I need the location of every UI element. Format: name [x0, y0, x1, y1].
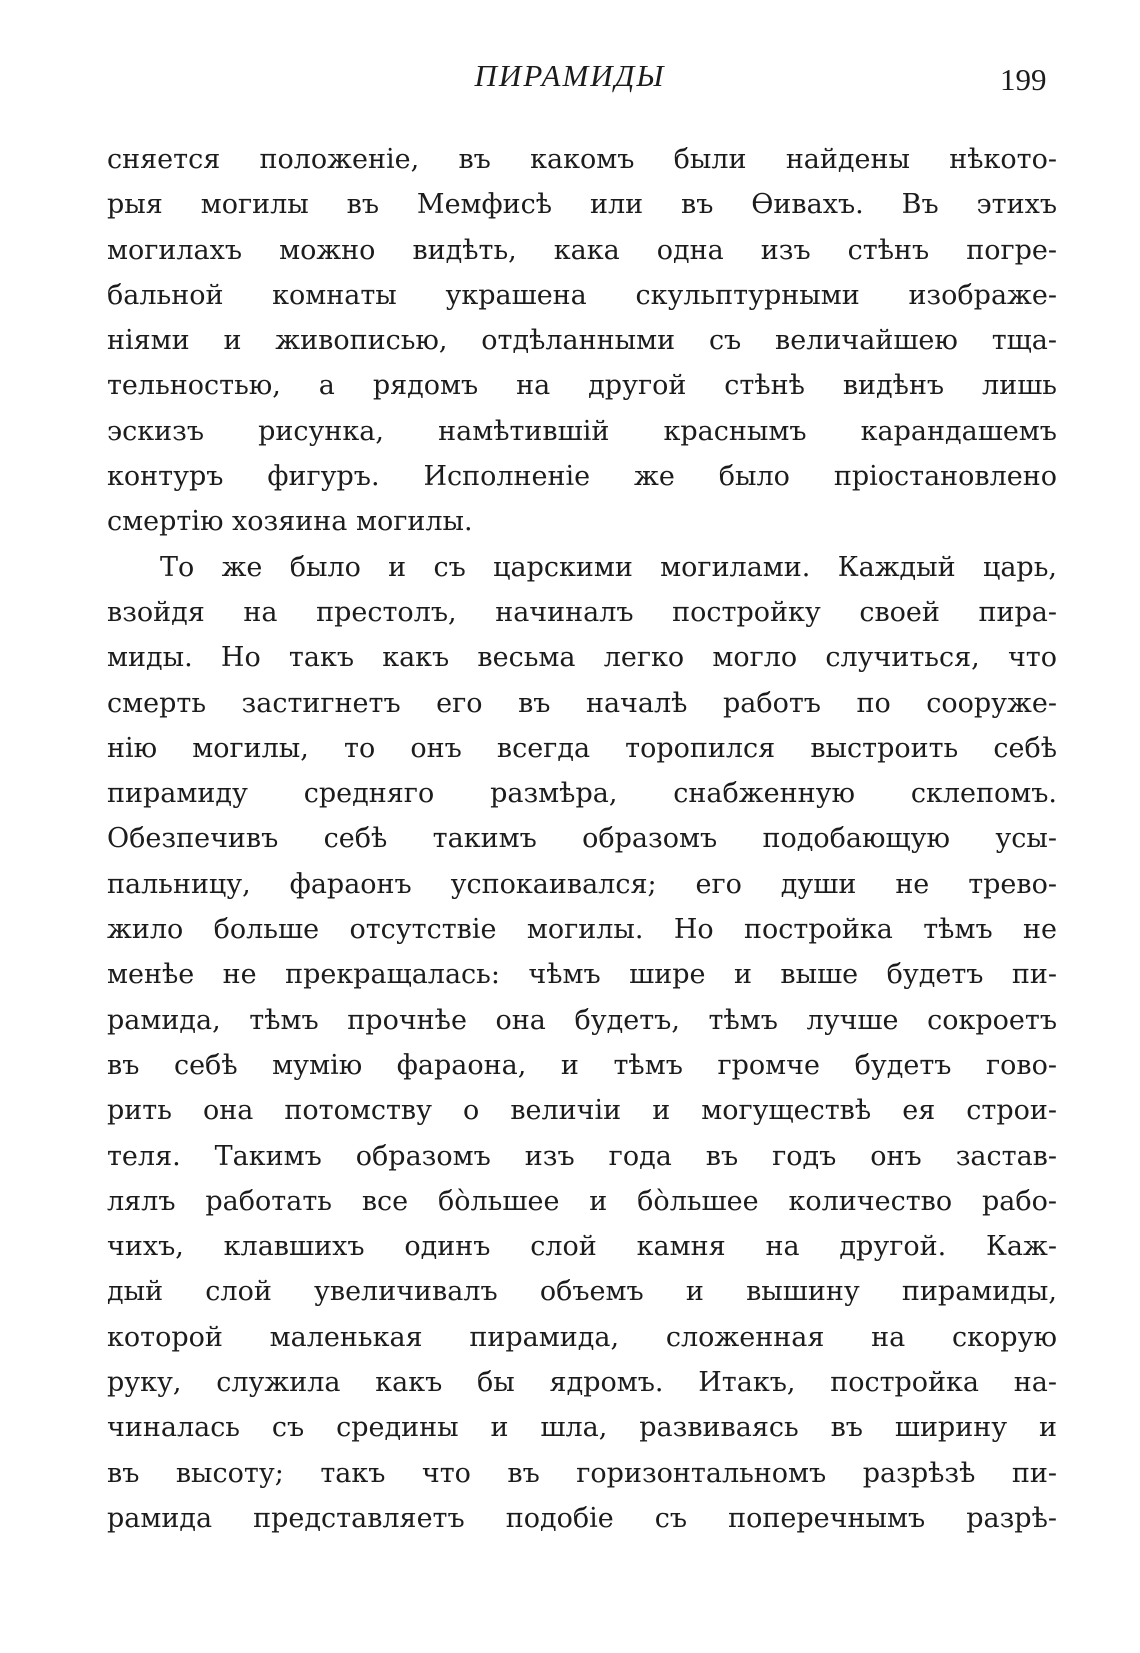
text-line: бальной комнаты украшена скульптурными изображе- [107, 279, 1057, 311]
text-line: жило больше отсутствіе могилы. Но постройка тѣмъ не [107, 914, 1057, 946]
paragraph [107, 545, 1057, 1542]
text-line: эскизъ рисунка, намѣтившій краснымъ карандашемъ [107, 415, 1057, 447]
text-line: То же было и съ царскими могилами. Каждый царь, [160, 551, 1057, 583]
text-line: Обезпечивъ себѣ такимъ образомъ подобающую усы- [107, 823, 1057, 855]
text-line: миды. Но такъ какъ весьма легко могло случиться, что [107, 642, 1057, 674]
text-line: рамида, тѣмъ прочнѣе она будетъ, тѣмъ лучше сокроетъ [107, 1004, 1057, 1036]
text-line: руку, служила какъ бы ядромъ. Итакъ, постройка на- [107, 1367, 1057, 1399]
page-number: 199 [1000, 62, 1047, 97]
text-line: дый слой увеличивалъ объемъ и вышину пирамиды, [107, 1276, 1057, 1308]
text-line: смертію хозяина могилы. [107, 506, 473, 538]
text-line: чихъ, клавшихъ одинъ слой камня на другой. Каж- [107, 1231, 1057, 1263]
text-line: сняется положеніе, въ какомъ были найдены нѣкото- [107, 144, 1057, 175]
text-line: контуръ фигуръ. Исполненіе же было пріостановлено [107, 461, 1057, 493]
text-line: которой маленькая пирамида, сложенная на скорую [107, 1321, 1057, 1353]
text-line: взойдя на престолъ, начиналъ постройку своей пира- [107, 596, 1057, 628]
running-title: ПИРАМИДЫ [474, 58, 666, 93]
text-line: рить она потомству о величіи и могуществѣ ея строи- [107, 1095, 1057, 1127]
text-line: ніями и живописью, отдѣланными съ величайшею тща- [107, 325, 1057, 357]
paragraph [107, 137, 1057, 545]
text-line: пальницу, фараонъ успокаивался; его души не трево- [107, 868, 1057, 900]
text-line: чиналась съ средины и шла, развиваясь въ ширину и [107, 1412, 1057, 1444]
text-line: лялъ работать все бо̀льшее и бо̀льшее количество рабо- [107, 1185, 1057, 1217]
text-line: рыя могилы въ Мемфисѣ или въ Ѳивахъ. Въ этихъ [107, 189, 1057, 221]
text-line: въ себѣ мумію фараона, и тѣмъ громче будетъ гово- [107, 1049, 1057, 1081]
text-line: теля. Такимъ образомъ изъ года въ годъ онъ застав- [107, 1140, 1057, 1172]
text-line: могилахъ можно видѣть, кака одна изъ стѣнъ погре- [107, 234, 1057, 266]
text-line: менѣе не прекращалась: чѣмъ шире и выше будетъ пи- [107, 959, 1057, 991]
text-line: пирамиду средняго размѣра, снабженную склепомъ. [107, 778, 1057, 810]
body-text [107, 137, 1057, 1541]
text-line: тельностью, а рядомъ на другой стѣнѣ видѣнъ лишь [107, 370, 1057, 402]
text-line: смерть застигнетъ его въ началѣ работъ по сооруже- [107, 687, 1057, 719]
text-line: въ высоту; такъ что въ горизонтальномъ разрѣзѣ пи- [107, 1457, 1057, 1489]
text-line: нію могилы, то онъ всегда торопился выстроить себѣ [107, 732, 1057, 764]
text-line: рамида представляетъ подобіе съ поперечнымъ разрѣ- [107, 1502, 1057, 1534]
